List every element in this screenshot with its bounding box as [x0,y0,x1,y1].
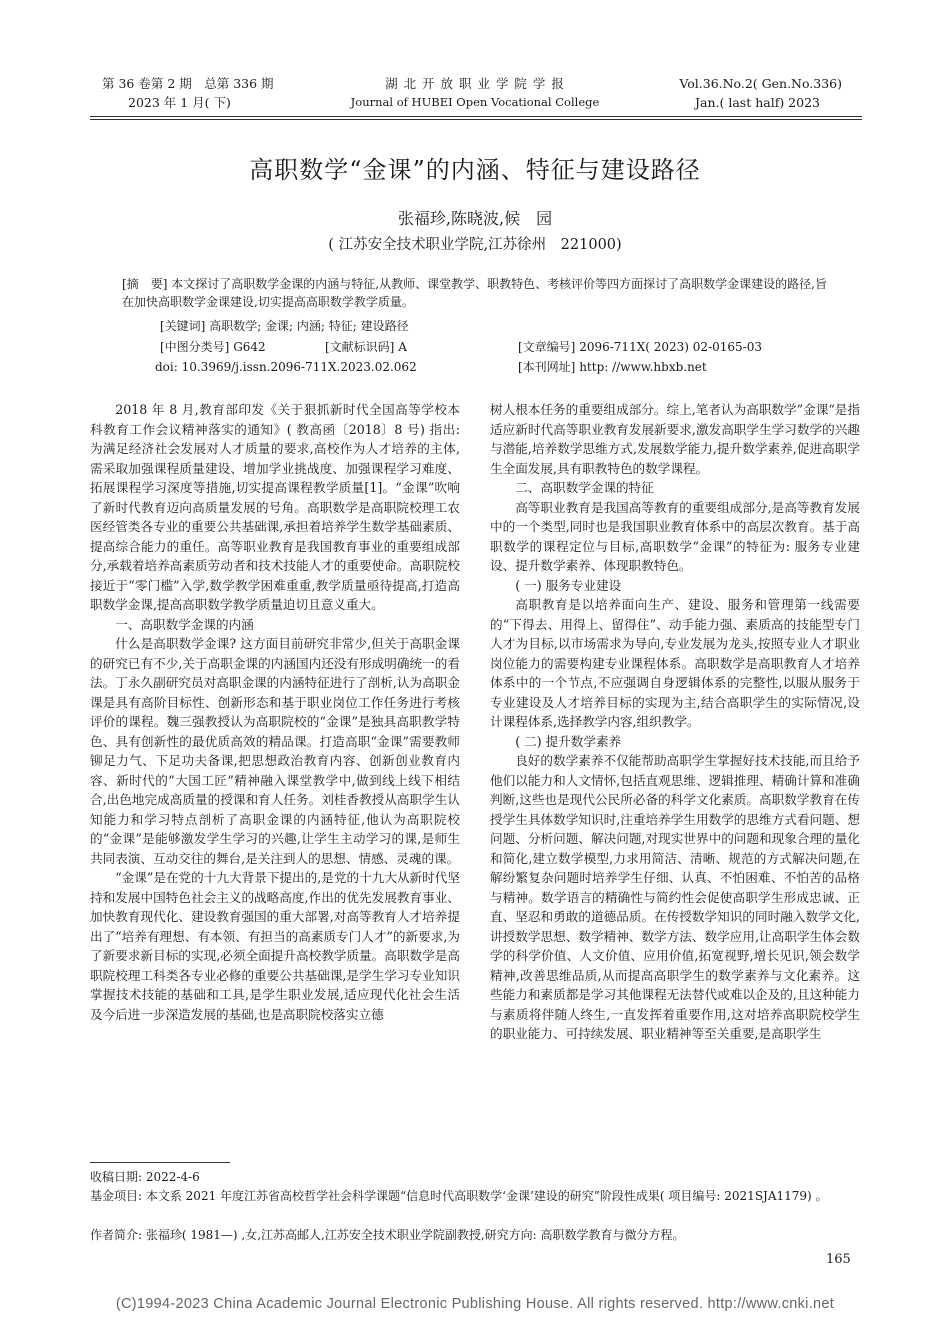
section-heading: 二、高职数学金课的特征 [515,480,654,495]
paragraph: “金课”是在党的十九大背景下提出的,是党的十九大从新时代坚持和发展中国特色社会主义的战略高度,作出的优先发展教育事业、加快教育现代化、建设教育强国的重大部署,对高等教育人才培养提出了“培养有理想、有本领、有担当的高素质专门人才”的新要求,为了新要求新目标的实现,必须全面提升高校教学质量。高职数学是高职院校理工科类各专业必修的重要公共基础课,是学生学习专业知识掌握技术技能的基础和工具,是学生职业发展,适应现代化社会生活及今后进一步深造发展的基础,也是高职院校落实立德 [90,870,460,1022]
doi: doi: 10.3969/j.issn.2096-711X.2023.02.062 [155,360,417,374]
abstract-label: [摘 要] [122,277,168,291]
fund-note: 基金项目: 本文系 2021 年度江苏省高校哲学社会科学课题“信息时代高职数学‘金课’建设的研究”阶段性成果( 项目编号: 2021SJA1179) 。 [90,1189,828,1203]
keywords [160,317,409,335]
article-title: 高职数学“金课”的内涵、特征与建设路径 [249,156,701,184]
clc-label: [中图分类号] [160,340,230,354]
subsection-heading: ( 二) 提升数学素养 [515,733,622,749]
paragraph: 高等职业教育是我国高等教育的重要组成部分,是高等教育发展中的一个类型,同时也是我国职业教育体系中的高层次教育。基于高职数学的课程定位与目标,高职数学“金课”的特征为: 服务专业建设、提升数学素养、体现职教特色。 [490,499,860,573]
website-link[interactable]: http: //www.hbxb.net [579,360,707,374]
doc-code-value: A [398,340,407,354]
journal-name-cn: 湖 北 开 放 职 业 学 院 学 报 [385,76,565,91]
clc-value: G642 [233,340,266,354]
section-heading: 一、高职数学金课的内涵 [115,616,254,632]
body-column-right [490,400,860,1044]
abstract [122,275,827,311]
received-date: 收稿日期: 2022-4-6 [90,1170,200,1184]
header-rule-second [90,119,862,120]
body-column-left [90,400,460,1024]
paragraph: 树人根本任务的重要组成部分。综上,笔者认为高职数学”金课“是指适应新时代高等职业教育发展新要求,激发高职学生学习数学的兴趣与潜能,培养数学思维方式,发展数学能力,提升数学素养,促进高职学生全面发展,具有职教特色的数学课程。 [490,402,860,476]
website [518,358,707,376]
article-number-label: [文章编号] [518,340,576,354]
journal-name-en: Journal of HUBEI Open Vocational College [350,95,600,109]
paragraph: 高职教育是以培养面向生产、建设、服务和管理第一线需要的“下得去、用得上、留得住”、动手能力强、素质高的技能型专门人才为目标,以市场需求为导向,专业发展为龙头,按照专业人才职业岗位能力的需要构建专业课程体系。高职数学是高职教育人才培养体系中的一个节点,不应强调自身逻辑体系的完整性,以服从服务于专业建设及人才培养目标的实现为主,结合高职学生的实际情况,设计课程体系,选择教学内容,组织教学。 [490,597,860,729]
keywords-label: [关键词] [160,319,206,333]
keywords-text: 高职数学; 金课; 内涵; 特征; 建设路径 [209,319,409,333]
paragraph: 良好的数学素养不仅能帮助高职学生掌握好技术技能,而且给予他们以能力和人文情怀,包括直观思维、逻辑推理、精确计算和准确判断,这些也是现代公民所必备的科学文化素质。高职数学教育在传授学生具体数学知识时,注重培养学生用数学的思维方式看问题、想问题、分析问题、解决问题,对现实世界中的问题和现象合理的量化和简化,建立数学模型,力求用简洁、清晰、规范的方式解决问题,在解纷繁复杂问题时培养学生仔细、认真、不怕困难、不怕苦的品格与精神。数学语言的精确性与简约性会促使高职学生形成忠诚、正直、坚忍和勇敢的道德品质。在传授数学知识的同时融入数学文化,讲授数学思想、数学精神、数学方法、数学应用,让高职学生体会数学的科学价值、人文价值、应用价值,拓宽视野,增长见识,领会数学精神,改善思维品质,从而提高高职学生的数学素养与文化素养。这些能力和素质都是学习其他课程无法替代或难以企及的,且这种能力与素质将伴随人终生,一直发挥着重要作用,这对培养高职院校学生的职业能力、可持续发展、职业精神等至关重要,是高职学生 [490,753,860,1041]
article-number [518,338,762,356]
subsection-heading: ( 一) 服务专业建设 [515,577,622,593]
footnote-separator [90,1162,230,1163]
affiliation: ( 江苏安全技术职业学院,江苏徐州 221000) [328,237,622,253]
paragraph: 什么是高职数学金课? 这方面目前研究非常少,但关于高职金课的研究已有不少,关于高职金课的内涵国内还没有形成明确统一的看法。丁永久副研究员对高职金课的内涵特征进行了剖析,认为高职金课是具有高阶目标性、创新形态和基于职业岗位工作任务进行考核评价的课程。魏三强教授认为高职院校的“金课”是独具高职教学特色、具有创新性的最优质高效的精品课。打造高职“金课”需要教师铆足力气、下足功夫备课,把思想政治教育内容、创新创业教育内容、新时代的“大国工匠”精神融入课堂教学中,做到线上线下相结合,出色地完成高质量的授课和育人任务。刘桂香教授从高职学生认知能力和学习特点剖析了高职金课的内涵特征,他认为高职院校的“金课”是能够激发学生学习的兴趣,让学生主动学习的课,是师生共同表演、互动交往的舞台,是关注到人的思想、情感、灵魂的课。 [90,636,460,866]
header-rule [90,116,862,117]
article-number-value: 2096-711X( 2023) 02-0165-03 [579,340,762,354]
paragraph: 2018 年 8 月,教育部印发《关于狠抓新时代全国高等学校本科教育工作会议精神落实的通知》( 教高函〔2018〕8 号) 指出: 为满足经济社会发展对人才质量的要求,高校作为人才培养的主体,需采取加强课程质量建设、增加学业挑战度、加强课程学习难度、拓展课程学习深度等措施,切实提高课程教学质量[1]。“金课”吹响了新时代教育迈向高质量发展的号角。高职数学是高职院校理工农医经管类各专业的重要公共基础课,承担着培养学生数学基础素质、提高综合能力的重任。高等职业教育是我国教育事业的重要组成部分,承载着培养高素质劳动者和技术技能人才的重要使命。高职院校接近于“零门槛”入学,数学教学困难重重,教学质量亟待提高,打造高职数学金课,提高高职数学教学质量迫切且意义重大。 [90,402,460,612]
doc-code [325,338,407,356]
issue-info: 第 36 卷第 2 期 总第 336 期 [102,76,274,91]
doc-code-label: [文献标识码] [325,340,395,354]
abstract-text: 本文探讨了高职数学金课的内涵与特征,从教师、课堂教学、职教特色、考核评价等四方面探讨了高职数学金课建设的路径,旨在加快高职数学金课建设,切实提高高职数学教学质量。 [122,277,827,309]
volume-en: Vol.36.No.2( Gen.No.336) [679,76,842,91]
website-label: [本刊网址] [518,360,576,374]
clc [160,338,266,356]
author-bio: 作者简介: 张福珍( 1981—) ,女,江苏高邮人,江苏安全技术职业学院副教授,研究方向: 高职数学教育与微分方程。 [90,1228,685,1242]
page-number: 165 [826,1252,851,1267]
copyright-watermark: (C)1994-2023 China Academic Journal Electronic Publishing House. All rights reserved. http://www.cnki.net [115,1296,835,1312]
issue-date: 2023 年 1 月( 下) [128,95,231,110]
authors: 张福珍,陈晓波,候 园 [397,209,553,228]
date-en: Jan.( last half) 2023 [695,95,820,110]
